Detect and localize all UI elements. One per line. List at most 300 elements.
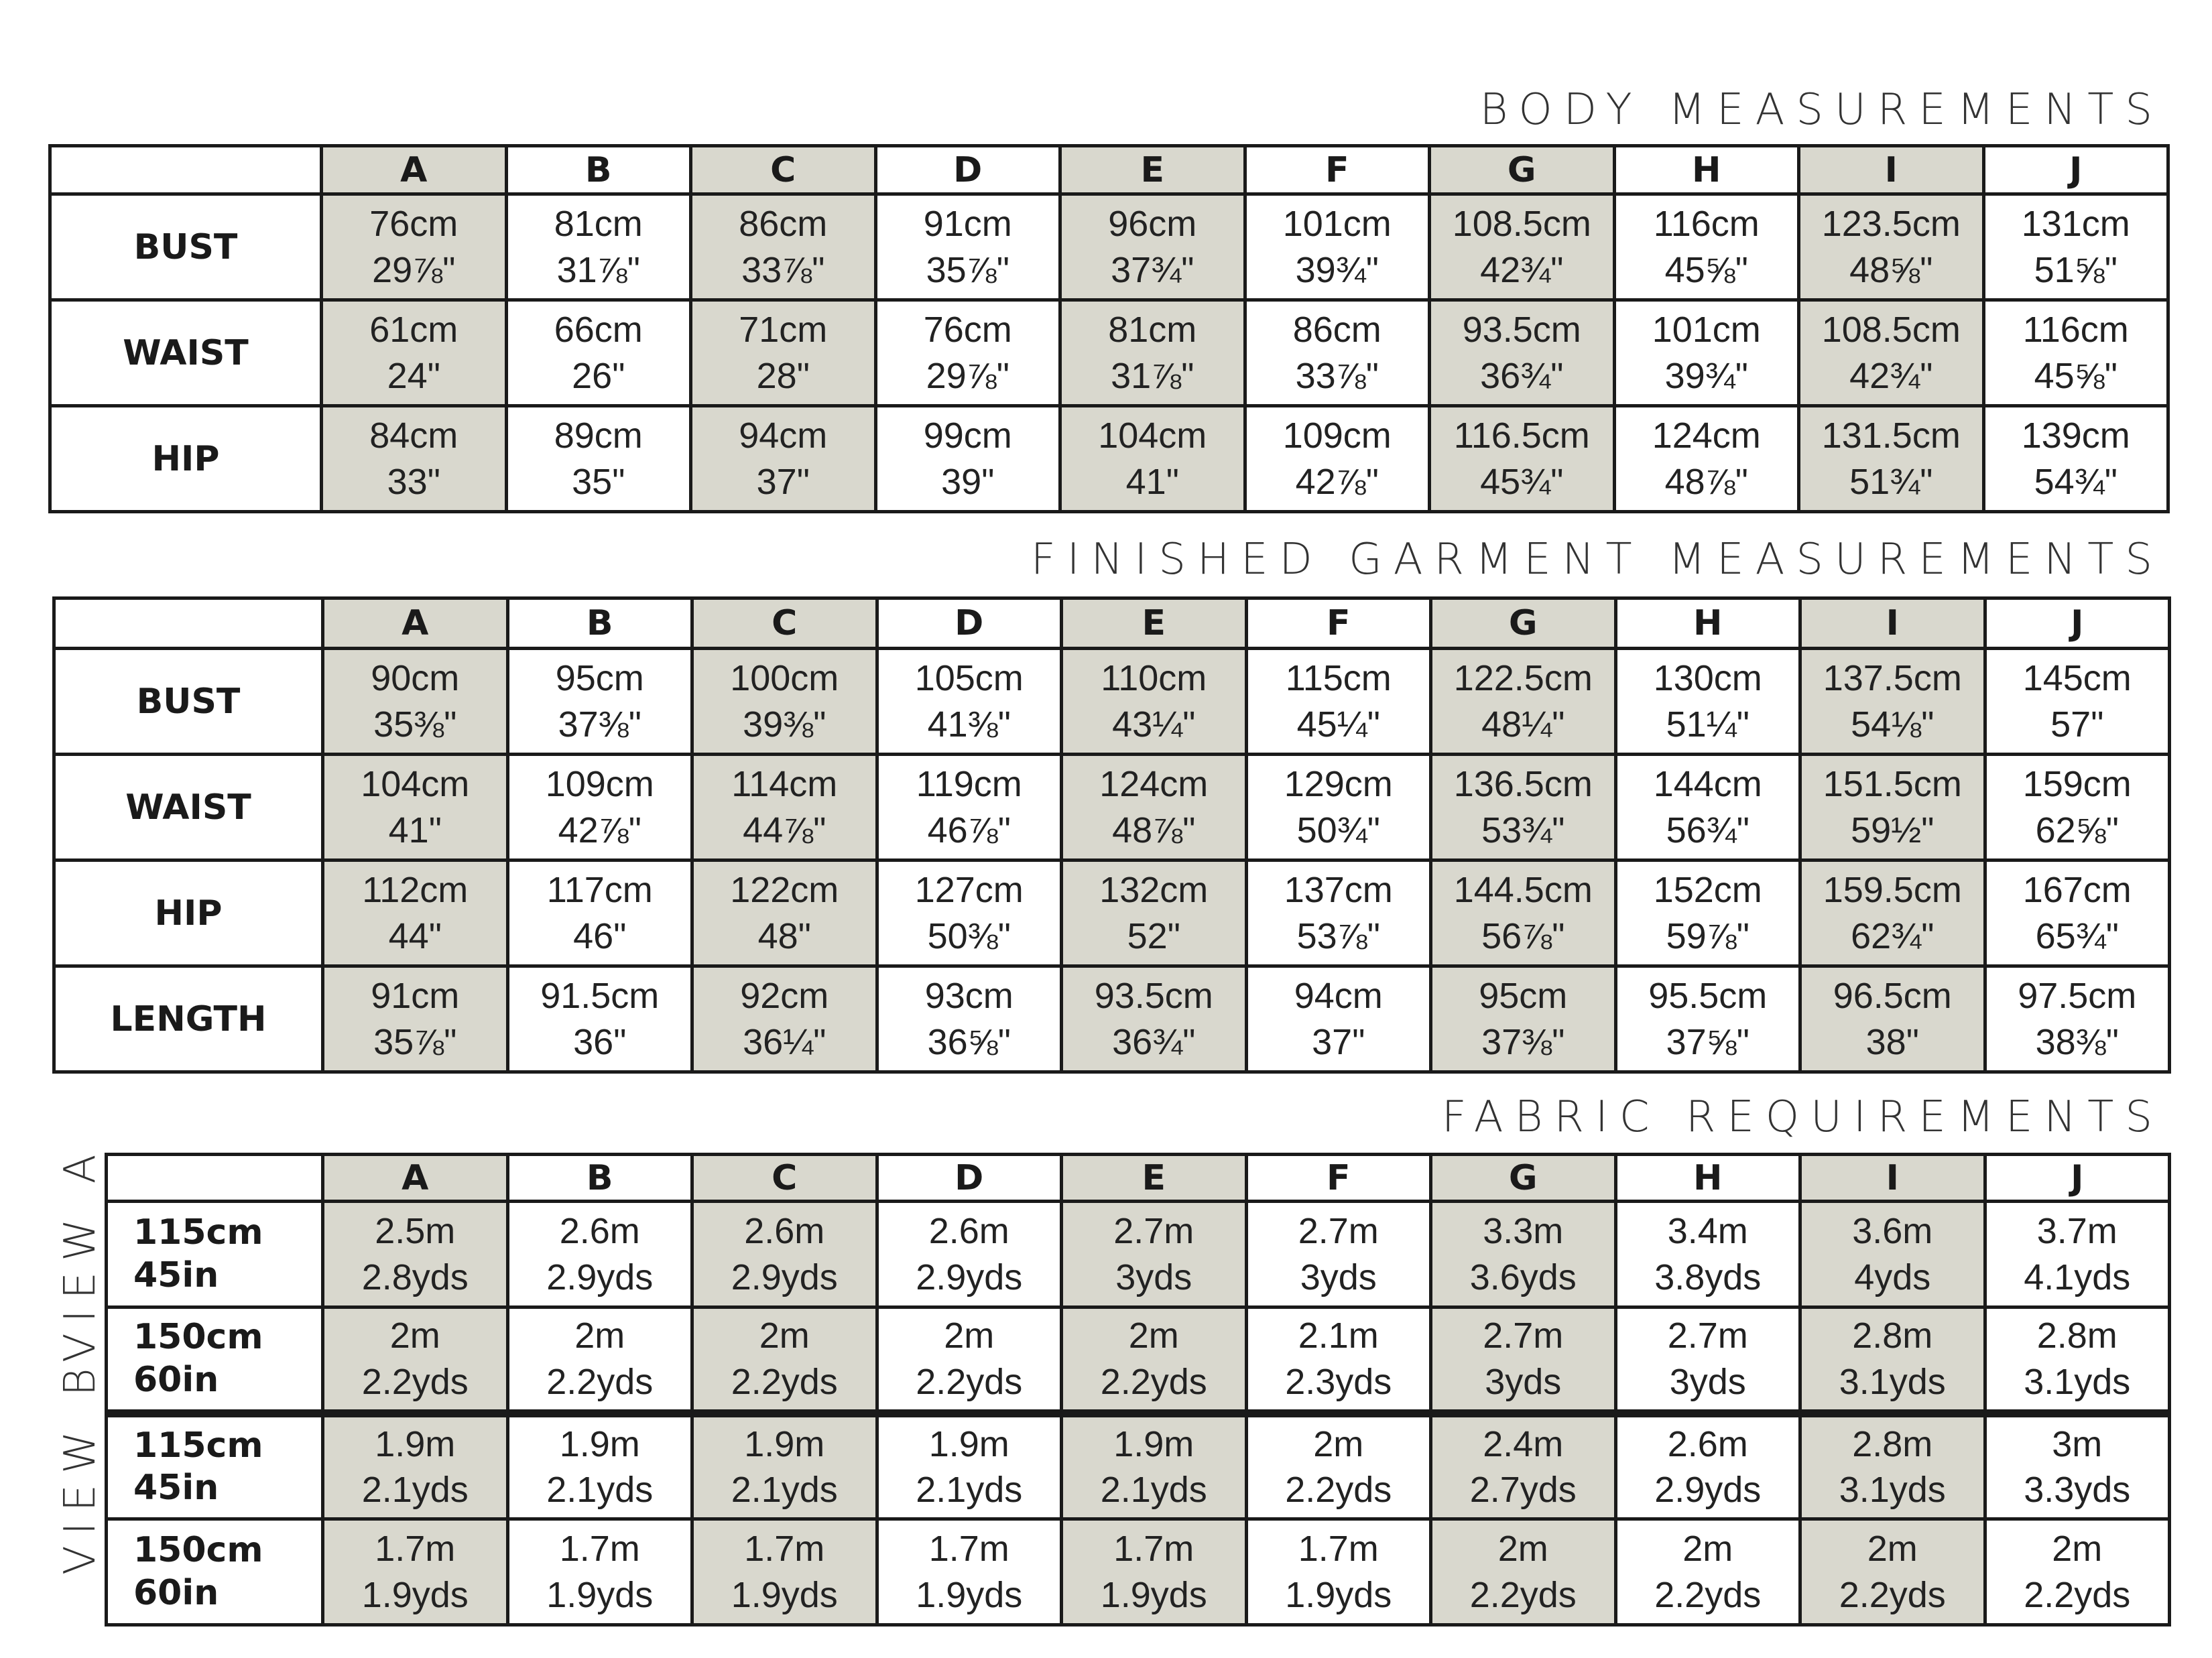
value-cell-i [1799, 194, 1984, 300]
value-cell-c [692, 966, 877, 1072]
imperial-value: 37⅜" [1481, 1021, 1565, 1062]
size-header-g: G [1430, 146, 1615, 194]
value-cell-j [1985, 966, 2170, 1072]
metric-value: 1.7m [375, 1528, 456, 1569]
imperial-value: 2.8yds [361, 1257, 469, 1297]
imperial-value: 3.1yds [1839, 1470, 1946, 1511]
value-cell-e [1062, 860, 1247, 966]
size-header-row [50, 146, 2168, 194]
value-cell-h [1614, 406, 1799, 512]
metric-value: 101cm [1652, 309, 1761, 350]
size-header-a: A [323, 1155, 508, 1202]
value-cell-e [1062, 1308, 1247, 1413]
metric-value: 1.7m [744, 1528, 825, 1569]
value-cell-c [692, 649, 877, 755]
imperial-value: 35⅞" [373, 1021, 457, 1062]
imperial-value: 2.7yds [1469, 1470, 1577, 1511]
imperial-value: 53⅞" [1296, 915, 1380, 956]
value-cell-a [323, 1202, 508, 1308]
imperial-value: 31⅞" [1111, 355, 1194, 396]
metric-value: 1.9m [559, 1423, 640, 1464]
view-b-label: VIEW B [56, 1357, 105, 1575]
imperial-value: 35⅜" [373, 704, 457, 745]
size-header-e: E [1060, 146, 1245, 194]
size-header-j: J [1985, 1155, 2170, 1202]
imperial-value: 37¾" [1111, 249, 1194, 290]
value-cell-f [1246, 1519, 1431, 1625]
metric-value: 2m [1497, 1528, 1548, 1569]
imperial-value: 36⅝" [927, 1021, 1011, 1062]
metric-value: 3.3m [1483, 1210, 1564, 1251]
imperial-value: 42⅞" [558, 810, 641, 850]
imperial-value: 43¼" [1112, 704, 1196, 745]
row-label [107, 1202, 323, 1308]
size-header-d: D [877, 598, 1062, 649]
value-cell-e [1062, 1413, 1247, 1519]
metric-value: 117cm [546, 869, 653, 910]
metric-value: 124cm [1652, 415, 1761, 456]
metric-value: 2.7m [1298, 1210, 1379, 1251]
imperial-value: 2.9yds [916, 1257, 1023, 1297]
imperial-value: 2.2yds [1285, 1470, 1392, 1511]
imperial-value: 33⅞" [1295, 355, 1379, 396]
imperial-value: 39⅜" [743, 704, 826, 745]
value-cell-b [507, 649, 692, 755]
imperial-value: 29⅞" [372, 249, 456, 290]
value-cell-e [1060, 300, 1245, 406]
value-cell-g [1431, 860, 1616, 966]
size-header-e: E [1062, 598, 1247, 649]
imperial-value: 37" [1312, 1021, 1365, 1062]
value-cell-g [1431, 966, 1616, 1072]
value-cell-g [1430, 194, 1615, 300]
value-cell-h [1615, 755, 1800, 860]
size-header-c: C [692, 598, 877, 649]
imperial-value: 48¼" [1481, 704, 1565, 745]
value-cell-i [1800, 649, 1985, 755]
metric-value: 1.9m [928, 1423, 1009, 1464]
imperial-value: 35" [572, 461, 625, 502]
table-row [50, 300, 2168, 406]
value-cell-g [1431, 1202, 1616, 1308]
size-header-b: B [506, 146, 691, 194]
corner-cell [50, 146, 322, 194]
imperial-value: 54¾" [2034, 461, 2117, 502]
value-cell-d [877, 1202, 1062, 1308]
metric-value: 108.5cm [1452, 203, 1591, 244]
row-label: HIP [54, 860, 323, 966]
imperial-value: 2.2yds [1654, 1574, 1762, 1615]
imperial-value: 2.9yds [1654, 1470, 1762, 1511]
row-label: BUST [54, 649, 323, 755]
metric-value: 2m [2052, 1528, 2103, 1569]
imperial-value: 2.1yds [361, 1470, 469, 1511]
value-cell-h [1615, 1519, 1800, 1625]
value-cell-b [506, 406, 691, 512]
value-cell-i [1800, 1519, 1985, 1625]
metric-value: 144cm [1653, 763, 1762, 804]
imperial-value: 2.1yds [546, 1470, 654, 1511]
size-header-row [107, 1155, 2170, 1202]
value-cell-b [507, 1308, 692, 1413]
value-cell-h [1614, 194, 1799, 300]
value-cell-h [1615, 860, 1800, 966]
value-cell-d [875, 300, 1060, 406]
metric-value: 3m [2052, 1423, 2103, 1464]
imperial-value: 26" [572, 355, 625, 396]
metric-value: 167cm [2022, 869, 2132, 910]
size-header-c: C [692, 1155, 877, 1202]
body-measurements-table [48, 144, 2170, 513]
value-cell-d [877, 1308, 1062, 1413]
value-cell-f [1245, 194, 1430, 300]
value-cell-h [1615, 649, 1800, 755]
imperial-value: 2.2yds [2024, 1574, 2131, 1615]
metric-value: 1.9m [375, 1423, 456, 1464]
value-cell-b [506, 300, 691, 406]
imperial-value: 3.6yds [1469, 1257, 1577, 1297]
value-cell-i [1799, 406, 1984, 512]
value-cell-g [1431, 649, 1616, 755]
imperial-value: 3.1yds [2024, 1361, 2131, 1402]
value-cell-c [691, 300, 876, 406]
value-cell-d [877, 1413, 1062, 1519]
value-cell-a [323, 755, 508, 860]
imperial-value: 50¾" [1296, 810, 1380, 850]
metric-value: 151.5cm [1823, 763, 1962, 804]
value-cell-c [692, 860, 877, 966]
imperial-value: 36¾" [1480, 355, 1564, 396]
imperial-value: 2.2yds [1839, 1574, 1946, 1615]
imperial-value: 4yds [1854, 1257, 1931, 1297]
metric-value: 109cm [1282, 415, 1392, 456]
value-cell-g [1431, 1519, 1616, 1625]
value-cell-f [1246, 755, 1431, 860]
metric-value: 112cm [362, 869, 469, 910]
imperial-value: 2.2yds [546, 1361, 654, 1402]
size-header-f: F [1246, 598, 1431, 649]
value-cell-j [1985, 1519, 2170, 1625]
metric-value: 2.5m [375, 1210, 456, 1251]
size-header-j: J [1983, 146, 2168, 194]
metric-value: 2.6m [744, 1210, 825, 1251]
imperial-value: 48⅝" [1849, 249, 1933, 290]
imperial-value: 33" [387, 461, 440, 502]
value-cell-j [1985, 1202, 2170, 1308]
metric-value: 137.5cm [1823, 657, 1962, 698]
value-cell-i [1800, 1413, 1985, 1519]
metric-value: 124cm [1099, 763, 1209, 804]
metric-value: 122cm [730, 869, 839, 910]
value-cell-e [1062, 1202, 1247, 1308]
metric-value: 132cm [1099, 869, 1209, 910]
table-row [54, 649, 2170, 755]
table-row [50, 194, 2168, 300]
imperial-value: 37⅝" [1666, 1021, 1749, 1062]
size-header-b: B [507, 598, 692, 649]
size-header-e: E [1062, 1155, 1247, 1202]
fabric-width-in: 60in [133, 1359, 219, 1400]
imperial-value: 51¼" [1666, 704, 1749, 745]
metric-value: 76cm [923, 309, 1012, 350]
value-cell-i [1800, 1308, 1985, 1413]
metric-value: 2.1m [1298, 1316, 1379, 1356]
metric-value: 159.5cm [1823, 869, 1962, 910]
imperial-value: 1.9yds [916, 1574, 1023, 1615]
finished-garment-measurements-title: FINISHED GARMENT MEASUREMENTS [1030, 535, 2164, 584]
value-cell-e [1062, 649, 1247, 755]
imperial-value: 39¾" [1295, 249, 1379, 290]
value-cell-d [877, 755, 1062, 860]
size-header-c: C [691, 146, 876, 194]
value-cell-h [1615, 966, 1800, 1072]
metric-value: 1.7m [559, 1528, 640, 1569]
metric-value: 105cm [914, 657, 1024, 698]
size-header-row [54, 598, 2170, 649]
metric-value: 95cm [1479, 975, 1568, 1016]
metric-value: 91cm [371, 975, 460, 1016]
metric-value: 91cm [923, 203, 1012, 244]
metric-value: 108.5cm [1821, 309, 1961, 350]
value-cell-f [1246, 1413, 1431, 1519]
metric-value: 2m [574, 1316, 625, 1356]
imperial-value: 2.1yds [1100, 1470, 1207, 1511]
value-cell-j [1985, 755, 2170, 860]
value-cell-j [1985, 1413, 2170, 1519]
value-cell-e [1062, 966, 1247, 1072]
imperial-value: 2.1yds [916, 1470, 1023, 1511]
metric-value: 115cm [1285, 657, 1392, 698]
value-cell-c [692, 1202, 877, 1308]
metric-value: 81cm [554, 203, 643, 244]
imperial-value: 35⅞" [926, 249, 1009, 290]
imperial-value: 2.9yds [546, 1257, 654, 1297]
imperial-value: 3yds [1115, 1257, 1192, 1297]
fabric-width-cm: 115cm [133, 1425, 263, 1466]
imperial-value: 39" [941, 461, 995, 502]
size-header-h: H [1615, 598, 1800, 649]
imperial-value: 1.9yds [361, 1574, 469, 1615]
row-label [107, 1413, 323, 1519]
metric-value: 66cm [554, 309, 643, 350]
metric-value: 136.5cm [1453, 763, 1593, 804]
metric-value: 97.5cm [2018, 975, 2137, 1016]
imperial-value: 36¾" [1112, 1021, 1196, 1062]
value-cell-e [1060, 194, 1245, 300]
imperial-value: 36¼" [743, 1021, 826, 1062]
metric-value: 71cm [739, 309, 828, 350]
imperial-value: 42¾" [1849, 355, 1933, 396]
metric-value: 1.7m [1113, 1528, 1194, 1569]
metric-value: 159cm [2022, 763, 2132, 804]
metric-value: 2m [1682, 1528, 1733, 1569]
metric-value: 86cm [739, 203, 828, 244]
imperial-value: 31⅞" [556, 249, 640, 290]
fabric-width-in: 60in [133, 1572, 219, 1613]
metric-value: 3.7m [2036, 1210, 2117, 1251]
value-cell-j [1985, 649, 2170, 755]
metric-value: 2.8m [1852, 1423, 1933, 1464]
metric-value: 1.9m [744, 1423, 825, 1464]
metric-value: 109cm [545, 763, 654, 804]
value-cell-f [1245, 300, 1430, 406]
value-cell-d [875, 194, 1060, 300]
imperial-value: 2.1yds [731, 1470, 838, 1511]
table-row [107, 1308, 2170, 1413]
metric-value: 139cm [2021, 415, 2130, 456]
table-row [54, 755, 2170, 860]
body-measurements-title: BODY MEASUREMENTS [1479, 85, 2164, 135]
value-cell-i [1800, 966, 1985, 1072]
imperial-value: 2.2yds [1100, 1361, 1207, 1402]
metric-value: 92cm [740, 975, 829, 1016]
metric-value: 101cm [1282, 203, 1392, 244]
value-cell-c [692, 1308, 877, 1413]
value-cell-b [507, 1519, 692, 1625]
value-cell-i [1800, 1202, 1985, 1308]
metric-value: 2m [944, 1316, 995, 1356]
imperial-value: 41⅜" [927, 704, 1011, 745]
row-label [107, 1308, 323, 1413]
value-cell-g [1430, 406, 1615, 512]
metric-value: 123.5cm [1821, 203, 1961, 244]
metric-value: 2.7m [1113, 1210, 1194, 1251]
value-cell-e [1062, 755, 1247, 860]
metric-value: 91.5cm [540, 975, 660, 1016]
value-cell-c [692, 1519, 877, 1625]
value-cell-g [1431, 1413, 1616, 1519]
value-cell-b [507, 1202, 692, 1308]
metric-value: 93cm [924, 975, 1013, 1016]
size-header-j: J [1985, 598, 2170, 649]
size-header-f: F [1245, 146, 1430, 194]
value-cell-i [1800, 755, 1985, 860]
metric-value: 93.5cm [1094, 975, 1213, 1016]
metric-value: 110cm [1101, 657, 1207, 698]
row-label: BUST [50, 194, 322, 300]
value-cell-f [1245, 406, 1430, 512]
fabric-width-cm: 150cm [133, 1317, 263, 1358]
value-cell-d [875, 406, 1060, 512]
fabric-width-in: 45in [133, 1468, 219, 1509]
size-header-i: I [1799, 146, 1984, 194]
imperial-value: 46" [573, 915, 627, 956]
imperial-value: 48" [757, 915, 811, 956]
metric-value: 2.6m [928, 1210, 1009, 1251]
imperial-value: 56⅞" [1481, 915, 1565, 956]
fabric-width-cm: 150cm [133, 1530, 263, 1571]
imperial-value: 48⅞" [1664, 461, 1748, 502]
metric-value: 131cm [2021, 203, 2130, 244]
imperial-value: 56¾" [1666, 810, 1749, 850]
imperial-value: 65¾" [2035, 915, 2119, 956]
imperial-value: 2.3yds [1285, 1361, 1392, 1402]
imperial-value: 2.2yds [361, 1361, 469, 1402]
imperial-value: 45⅝" [2034, 355, 2117, 396]
metric-value: 116cm [1653, 203, 1760, 244]
imperial-value: 39¾" [1664, 355, 1748, 396]
imperial-value: 2.9yds [731, 1257, 838, 1297]
metric-value: 2.8m [2036, 1316, 2117, 1356]
table-row [50, 406, 2168, 512]
metric-value: 89cm [554, 415, 643, 456]
imperial-value: 54⅛" [1851, 704, 1934, 745]
metric-value: 114cm [731, 763, 838, 804]
metric-value: 2.7m [1483, 1316, 1564, 1356]
value-cell-j [1983, 406, 2168, 512]
fabric-requirements-table [105, 1153, 2171, 1627]
value-cell-g [1431, 755, 1616, 860]
imperial-value: 51⅝" [2034, 249, 2117, 290]
corner-cell [54, 598, 323, 649]
imperial-value: 52" [1127, 915, 1180, 956]
metric-value: 3.6m [1852, 1210, 1933, 1251]
imperial-value: 62⅝" [2035, 810, 2119, 850]
corner-cell [107, 1155, 323, 1202]
imperial-value: 42⅞" [1295, 461, 1379, 502]
value-cell-f [1246, 1202, 1431, 1308]
metric-value: 129cm [1284, 763, 1393, 804]
table-row [107, 1202, 2170, 1308]
metric-value: 116.5cm [1453, 415, 1590, 456]
imperial-value: 41" [1125, 461, 1179, 502]
imperial-value: 59½" [1851, 810, 1934, 850]
imperial-value: 3yds [1485, 1361, 1562, 1402]
imperial-value: 1.9yds [546, 1574, 654, 1615]
imperial-value: 4.1yds [2024, 1257, 2131, 1297]
metric-value: 1.7m [1298, 1528, 1379, 1569]
imperial-value: 37" [756, 461, 810, 502]
imperial-value: 1.9yds [1285, 1574, 1392, 1615]
metric-value: 2m [1867, 1528, 1918, 1569]
value-cell-c [691, 194, 876, 300]
value-cell-c [691, 406, 876, 512]
value-cell-b [507, 755, 692, 860]
metric-value: 86cm [1292, 309, 1381, 350]
imperial-value: 38⅜" [2035, 1021, 2119, 1062]
metric-value: 2m [1313, 1423, 1364, 1464]
metric-value: 122.5cm [1453, 657, 1593, 698]
imperial-value: 1.9yds [731, 1574, 838, 1615]
value-cell-d [877, 649, 1062, 755]
size-header-f: F [1246, 1155, 1431, 1202]
metric-value: 81cm [1108, 309, 1197, 350]
value-cell-a [323, 1413, 508, 1519]
value-cell-e [1062, 1519, 1247, 1625]
value-cell-a [323, 860, 508, 966]
metric-value: 145cm [2022, 657, 2132, 698]
imperial-value: 37⅜" [558, 704, 641, 745]
imperial-value: 2.2yds [916, 1361, 1023, 1402]
size-header-b: B [507, 1155, 692, 1202]
value-cell-g [1430, 300, 1615, 406]
metric-value: 94cm [1294, 975, 1383, 1016]
imperial-value: 24" [387, 355, 440, 396]
size-header-i: I [1800, 598, 1985, 649]
imperial-value: 45⅝" [1664, 249, 1748, 290]
value-cell-h [1615, 1413, 1800, 1519]
value-cell-f [1246, 1308, 1431, 1413]
metric-value: 93.5cm [1462, 309, 1581, 350]
size-header-h: H [1615, 1155, 1800, 1202]
value-cell-j [1985, 1308, 2170, 1413]
row-label: WAIST [50, 300, 322, 406]
imperial-value: 45¾" [1480, 461, 1564, 502]
value-cell-c [692, 755, 877, 860]
value-cell-d [877, 1519, 1062, 1625]
size-header-a: A [322, 146, 507, 194]
imperial-value: 44" [388, 915, 442, 956]
